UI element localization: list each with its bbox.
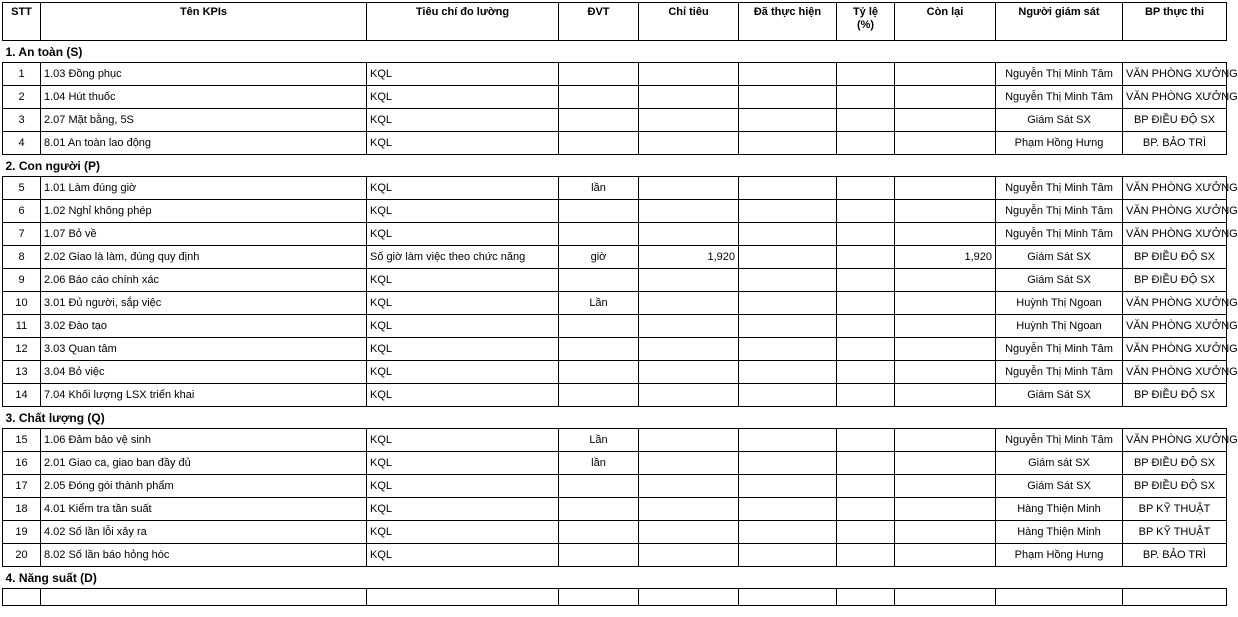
cell-remain	[895, 269, 996, 292]
cell-criteria: KQL	[367, 498, 559, 521]
cell-target	[639, 521, 739, 544]
kpi-table	[2, 2, 1238, 606]
cell-target	[639, 109, 739, 132]
cell-remain	[895, 475, 996, 498]
cell-kpi-name: 4.01 Kiểm tra tần suất	[41, 498, 367, 521]
header-dept: BP thực thi	[1123, 3, 1227, 41]
cell-target	[639, 200, 739, 223]
cell-dept: BP ĐIỀU ĐỘ SX	[1123, 109, 1227, 132]
cell-supervisor: Giám Sát SX	[996, 109, 1123, 132]
table-row	[3, 589, 1227, 606]
header-supervisor: Người giám sát	[996, 3, 1123, 41]
cell-target	[639, 475, 739, 498]
cell-unit: Lần	[559, 429, 639, 452]
cell-remain	[895, 498, 996, 521]
cell-dept: VĂN PHÒNG XƯỞNG	[1123, 292, 1227, 315]
cell-unit	[559, 315, 639, 338]
cell-target	[639, 315, 739, 338]
cell-criteria: KQL	[367, 521, 559, 544]
cell-target	[639, 86, 739, 109]
cell-stt: 17	[3, 475, 41, 498]
cell-supervisor: Hàng Thiện Minh	[996, 498, 1123, 521]
cell-remain	[895, 86, 996, 109]
cell-stt: 18	[3, 498, 41, 521]
cell-criteria: KQL	[367, 269, 559, 292]
table-row	[3, 452, 1227, 475]
cell-kpi-name: 1.07 Bỏ về	[41, 223, 367, 246]
cell-dept: BP ĐIỀU ĐỘ SX	[1123, 452, 1227, 475]
cell-done	[739, 109, 837, 132]
cell-unit: giờ	[559, 246, 639, 269]
cell-dept: BP KỸ THUẬT	[1123, 498, 1227, 521]
cell-rate	[837, 475, 895, 498]
cell-dept	[1123, 589, 1227, 606]
cell-target	[639, 452, 739, 475]
cell-rate	[837, 498, 895, 521]
cell-rate	[837, 177, 895, 200]
table-row	[3, 109, 1227, 132]
cell-target	[639, 63, 739, 86]
cell-rate	[837, 452, 895, 475]
cell-criteria: KQL	[367, 544, 559, 567]
cell-done	[739, 361, 837, 384]
cell-supervisor: Nguyễn Thị Minh Tâm	[996, 361, 1123, 384]
cell-criteria: KQL	[367, 86, 559, 109]
cell-stt	[3, 589, 41, 606]
cell-target	[639, 384, 739, 407]
cell-stt: 1	[3, 63, 41, 86]
cell-remain	[895, 338, 996, 361]
header-target: Chỉ tiêu	[639, 3, 739, 41]
cell-remain	[895, 109, 996, 132]
cell-done	[739, 384, 837, 407]
table-row	[3, 429, 1227, 452]
table-row	[3, 132, 1227, 155]
cell-stt: 2	[3, 86, 41, 109]
cell-done	[739, 498, 837, 521]
cell-done	[739, 521, 837, 544]
cell-dept: BP KỸ THUẬT	[1123, 521, 1227, 544]
cell-target	[639, 132, 739, 155]
cell-target	[639, 498, 739, 521]
cell-dept: VĂN PHÒNG XƯỞNG	[1123, 200, 1227, 223]
cell-kpi-name: 1.03 Đồng phục	[41, 63, 367, 86]
cell-unit: Lần	[559, 292, 639, 315]
cell-kpi-name: 3.01 Đủ người, sắp việc	[41, 292, 367, 315]
cell-kpi-name: 1.04 Hút thuốc	[41, 86, 367, 109]
cell-unit	[559, 498, 639, 521]
section-row	[3, 407, 1227, 429]
cell-criteria: KQL	[367, 132, 559, 155]
cell-remain	[895, 200, 996, 223]
section-title: 4. Năng suất (D)	[3, 567, 1227, 589]
cell-criteria: KQL	[367, 109, 559, 132]
cell-done	[739, 429, 837, 452]
cell-stt: 15	[3, 429, 41, 452]
table-row	[3, 200, 1227, 223]
cell-target	[639, 223, 739, 246]
cell-rate	[837, 246, 895, 269]
cell-stt: 5	[3, 177, 41, 200]
table-row	[3, 223, 1227, 246]
cell-supervisor: Giám Sát SX	[996, 384, 1123, 407]
cell-unit	[559, 338, 639, 361]
cell-criteria: KQL	[367, 63, 559, 86]
cell-done	[739, 475, 837, 498]
cell-criteria: KQL	[367, 384, 559, 407]
cell-target	[639, 361, 739, 384]
cell-target	[639, 269, 739, 292]
cell-kpi-name: 1.02 Nghỉ không phép	[41, 200, 367, 223]
cell-stt: 14	[3, 384, 41, 407]
section-row	[3, 155, 1227, 177]
cell-rate	[837, 429, 895, 452]
header-rate: Tỷ lệ (%)	[837, 3, 895, 41]
cell-supervisor: Hàng Thiện Minh	[996, 521, 1123, 544]
cell-remain: 1,920	[895, 246, 996, 269]
cell-dept: BP ĐIỀU ĐỘ SX	[1123, 269, 1227, 292]
cell-kpi-name: 3.02 Đào tạo	[41, 315, 367, 338]
cell-rate	[837, 589, 895, 606]
cell-supervisor: Nguyễn Thị Minh Tâm	[996, 177, 1123, 200]
cell-stt: 3	[3, 109, 41, 132]
cell-supervisor: Giám Sát SX	[996, 475, 1123, 498]
cell-rate	[837, 132, 895, 155]
cell-done	[739, 200, 837, 223]
cell-remain	[895, 384, 996, 407]
cell-done	[739, 223, 837, 246]
cell-dept: BP. BẢO TRÌ	[1123, 544, 1227, 567]
section-title: 2. Con người (P)	[3, 155, 1227, 177]
cell-supervisor: Phạm Hồng Hưng	[996, 544, 1123, 567]
cell-dept: VĂN PHÒNG XƯỞNG	[1123, 177, 1227, 200]
cell-kpi-name: 1.01 Làm đúng giờ	[41, 177, 367, 200]
cell-supervisor: Nguyễn Thị Minh Tâm	[996, 86, 1123, 109]
cell-criteria	[367, 589, 559, 606]
cell-unit: lần	[559, 452, 639, 475]
cell-rate	[837, 315, 895, 338]
cell-unit	[559, 475, 639, 498]
cell-criteria: KQL	[367, 452, 559, 475]
cell-stt: 8	[3, 246, 41, 269]
cell-remain	[895, 429, 996, 452]
cell-done	[739, 132, 837, 155]
section-row	[3, 41, 1227, 63]
cell-rate	[837, 521, 895, 544]
cell-remain	[895, 361, 996, 384]
cell-kpi-name: 2.07 Mặt bằng, 5S	[41, 109, 367, 132]
cell-remain	[895, 452, 996, 475]
table-row	[3, 292, 1227, 315]
cell-done	[739, 338, 837, 361]
cell-kpi-name: 1.06 Đảm bảo vệ sinh	[41, 429, 367, 452]
cell-rate	[837, 200, 895, 223]
header-unit: ĐVT	[559, 3, 639, 41]
cell-remain	[895, 292, 996, 315]
cell-criteria: Số giờ làm việc theo chức năng	[367, 246, 559, 269]
cell-criteria: KQL	[367, 429, 559, 452]
cell-supervisor: Nguyễn Thị Minh Tâm	[996, 429, 1123, 452]
cell-unit	[559, 269, 639, 292]
cell-dept: VĂN PHÒNG XƯỞNG	[1123, 315, 1227, 338]
cell-criteria: KQL	[367, 338, 559, 361]
header-row	[3, 3, 1227, 41]
cell-kpi-name: 4.02 Số lần lỗi xảy ra	[41, 521, 367, 544]
cell-criteria: KQL	[367, 315, 559, 338]
cell-rate	[837, 269, 895, 292]
cell-kpi-name: 8.01 An toàn lao động	[41, 132, 367, 155]
table-row	[3, 63, 1227, 86]
cell-stt: 16	[3, 452, 41, 475]
cell-done	[739, 269, 837, 292]
table-row	[3, 338, 1227, 361]
section-title: 3. Chất lượng (Q)	[3, 407, 1227, 429]
cell-stt: 9	[3, 269, 41, 292]
table-row	[3, 315, 1227, 338]
cell-criteria: KQL	[367, 292, 559, 315]
cell-supervisor: Phạm Hồng Hưng	[996, 132, 1123, 155]
cell-kpi-name: 7.04 Khối lượng LSX triển khai	[41, 384, 367, 407]
cell-dept: VĂN PHÒNG XƯỞNG	[1123, 361, 1227, 384]
cell-remain	[895, 63, 996, 86]
cell-dept: VĂN PHÒNG XƯỞNG	[1123, 223, 1227, 246]
cell-done	[739, 452, 837, 475]
cell-dept: VĂN PHÒNG XƯỞNG	[1123, 429, 1227, 452]
cell-supervisor	[996, 589, 1123, 606]
cell-remain	[895, 177, 996, 200]
cell-supervisor: Nguyễn Thị Minh Tâm	[996, 200, 1123, 223]
section-row	[3, 567, 1227, 589]
header-stt: STT	[3, 3, 41, 41]
table-row	[3, 521, 1227, 544]
cell-unit	[559, 200, 639, 223]
cell-target	[639, 177, 739, 200]
cell-done	[739, 315, 837, 338]
cell-dept: VĂN PHÒNG XƯỞNG	[1123, 63, 1227, 86]
section-title: 1. An toàn (S)	[3, 41, 1227, 63]
cell-target	[639, 589, 739, 606]
cell-supervisor: Huỳnh Thị Ngoan	[996, 292, 1123, 315]
header-remain: Còn lại	[895, 3, 996, 41]
cell-criteria: KQL	[367, 223, 559, 246]
cell-target	[639, 429, 739, 452]
table-row	[3, 177, 1227, 200]
cell-rate	[837, 292, 895, 315]
cell-rate	[837, 361, 895, 384]
cell-done	[739, 544, 837, 567]
cell-rate	[837, 109, 895, 132]
cell-rate	[837, 86, 895, 109]
cell-unit	[559, 86, 639, 109]
table-row	[3, 86, 1227, 109]
cell-criteria: KQL	[367, 200, 559, 223]
cell-unit	[559, 384, 639, 407]
cell-kpi-name: 2.01 Giao ca, giao ban đầy đủ	[41, 452, 367, 475]
cell-criteria: KQL	[367, 475, 559, 498]
cell-supervisor: Nguyễn Thị Minh Tâm	[996, 63, 1123, 86]
cell-remain	[895, 223, 996, 246]
cell-kpi-name	[41, 589, 367, 606]
cell-supervisor: Giám sát SX	[996, 452, 1123, 475]
cell-stt: 20	[3, 544, 41, 567]
cell-unit: lần	[559, 177, 639, 200]
cell-supervisor: Huỳnh Thị Ngoan	[996, 315, 1123, 338]
cell-done	[739, 63, 837, 86]
table-row	[3, 269, 1227, 292]
table-row	[3, 361, 1227, 384]
cell-kpi-name: 2.06 Báo cáo chính xác	[41, 269, 367, 292]
cell-dept: BP ĐIỀU ĐỘ SX	[1123, 384, 1227, 407]
cell-done	[739, 246, 837, 269]
table-row	[3, 246, 1227, 269]
cell-unit	[559, 544, 639, 567]
cell-stt: 7	[3, 223, 41, 246]
cell-kpi-name: 2.05 Đóng gói thành phẩm	[41, 475, 367, 498]
cell-done	[739, 292, 837, 315]
cell-rate	[837, 63, 895, 86]
cell-unit	[559, 361, 639, 384]
cell-stt: 11	[3, 315, 41, 338]
table-row	[3, 498, 1227, 521]
header-done: Đã thực hiện	[739, 3, 837, 41]
cell-dept: VĂN PHÒNG XƯỞNG	[1123, 338, 1227, 361]
cell-supervisor: Giám Sát SX	[996, 269, 1123, 292]
cell-kpi-name: 3.03 Quan tâm	[41, 338, 367, 361]
cell-rate	[837, 384, 895, 407]
table-row	[3, 475, 1227, 498]
cell-unit	[559, 109, 639, 132]
cell-remain	[895, 544, 996, 567]
cell-kpi-name: 3.04 Bỏ việc	[41, 361, 367, 384]
cell-criteria: KQL	[367, 177, 559, 200]
cell-remain	[895, 132, 996, 155]
cell-dept: BP ĐIỀU ĐỘ SX	[1123, 475, 1227, 498]
cell-target	[639, 292, 739, 315]
cell-done	[739, 589, 837, 606]
cell-rate	[837, 544, 895, 567]
cell-done	[739, 86, 837, 109]
cell-stt: 4	[3, 132, 41, 155]
cell-done	[739, 177, 837, 200]
cell-stt: 10	[3, 292, 41, 315]
cell-remain	[895, 521, 996, 544]
cell-dept: BP. BẢO TRÌ	[1123, 132, 1227, 155]
cell-target	[639, 338, 739, 361]
cell-target: 1,920	[639, 246, 739, 269]
cell-criteria: KQL	[367, 361, 559, 384]
cell-supervisor: Giám Sát SX	[996, 246, 1123, 269]
table-row	[3, 544, 1227, 567]
cell-target	[639, 544, 739, 567]
table-row	[3, 384, 1227, 407]
cell-stt: 13	[3, 361, 41, 384]
cell-unit	[559, 132, 639, 155]
cell-stt: 6	[3, 200, 41, 223]
cell-kpi-name: 2.02 Giao là làm, đúng quy định	[41, 246, 367, 269]
cell-stt: 12	[3, 338, 41, 361]
cell-stt: 19	[3, 521, 41, 544]
cell-unit	[559, 223, 639, 246]
cell-unit	[559, 521, 639, 544]
cell-rate	[837, 223, 895, 246]
cell-unit	[559, 589, 639, 606]
header-kpi-name: Tên KPIs	[41, 3, 367, 41]
cell-supervisor: Nguyễn Thị Minh Tâm	[996, 223, 1123, 246]
cell-dept: BP ĐIỀU ĐỘ SX	[1123, 246, 1227, 269]
cell-dept: VĂN PHÒNG XƯỞNG	[1123, 86, 1227, 109]
cell-remain	[895, 589, 996, 606]
cell-supervisor: Nguyễn Thị Minh Tâm	[996, 338, 1123, 361]
header-criteria: Tiêu chí đo lường	[367, 3, 559, 41]
cell-remain	[895, 315, 996, 338]
cell-rate	[837, 338, 895, 361]
kpi-body	[3, 41, 1238, 606]
cell-unit	[559, 63, 639, 86]
cell-kpi-name: 8.02 Số lần báo hỏng hóc	[41, 544, 367, 567]
